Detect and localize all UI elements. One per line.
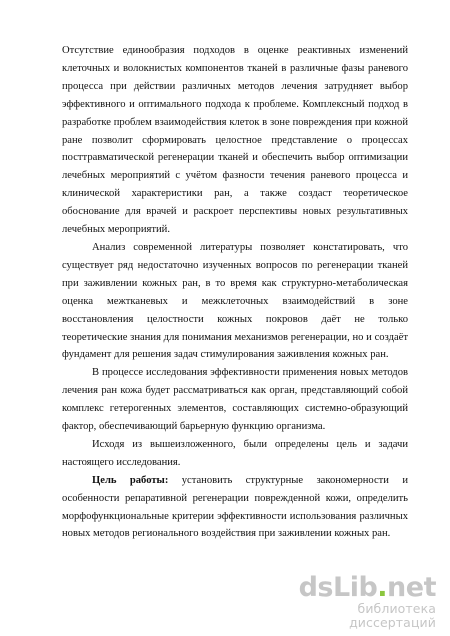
paragraph-goal [62, 472, 408, 544]
document-body [62, 42, 408, 543]
goal-label: Цель работы: [92, 474, 169, 486]
goal-text: установить структурные закономерности и особенности репаративной регенерации поврежденной кожи, определить морфофункциональные критерии эффективности использования различных новых методов регионального воздействия при заживлении кожных ран. [62, 474, 408, 540]
watermark-subtitle: библиотека диссертаций [349, 601, 436, 630]
paragraph-1: Отсутствие единообразия подходов в оценке реактивных изменений клеточных и волокнистых компонентов тканей в различные фазы раневого процесса при действии различных методов лечения затрудняет выбор эффективного и оптимального подхода к проблеме. Комплексный подход в разработке проблем взаимодействия клеток в зоне повреждения при кожной ране позволит сформировать целостное представление о процессах посттравматической регенерации тканей и обеспечить выбор оптимизации лечебных мероприятий с учётом фазности течения раневого процесса и клинической характеристики ран, а также создаст теоретическое обоснование для врачей и раскроет перспективы новых результативных лечебных мероприятий. [62, 45, 408, 236]
watermark-logo-main: dsLib [298, 572, 378, 603]
paragraph-2: Анализ современной литературы позволяет констатировать, что существует ряд недостаточно изученных вопросов по регенерации тканей при заживлении кожных ран, в то время как структурно-метаболическая оценка межтканевых и межклеточных взаимодействий в зоне восстановления целостности кожных покровов даёт не только теоретические знания для понимания механизмов регенерации, но и создаёт фундамент для решения задач стимулирования заживления кожных ран. [62, 241, 408, 361]
watermark-logo-dot: . [377, 572, 388, 603]
watermark [286, 574, 436, 630]
watermark-logo [286, 574, 436, 602]
paragraph-3: В процессе исследования эффективности применения новых методов лечения ран кожа будет рассматриваться как орган, представляющий собой комплекс гетерогенных элементов, составляющих системно-образующий фактор, обеспечивающий барьерную функцию организма. [62, 367, 408, 433]
watermark-logo-tld: net [387, 572, 436, 603]
paragraph-4: Исходя из вышеизложенного, были определены цель и задачи настоящего исследования. [62, 438, 408, 468]
